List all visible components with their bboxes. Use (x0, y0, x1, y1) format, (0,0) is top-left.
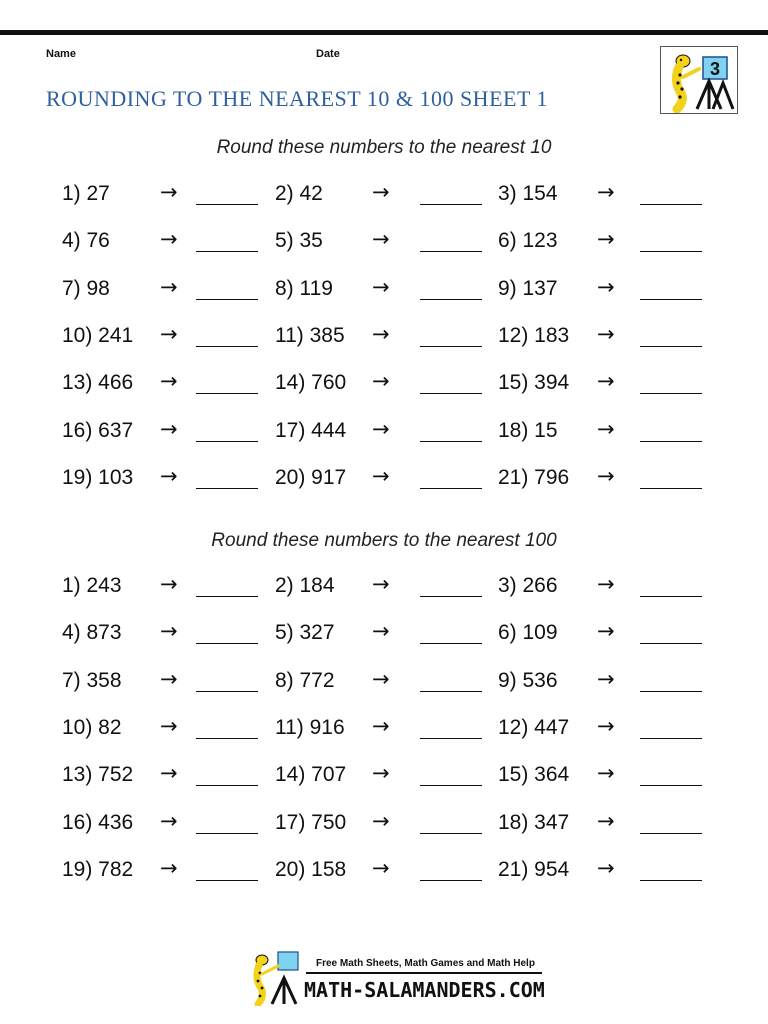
answer-blank[interactable] (640, 880, 702, 881)
problem-number: 14) 760 (275, 371, 347, 395)
problem-number: 9) 137 (498, 276, 558, 300)
answer-blank[interactable] (420, 251, 482, 252)
problem-number: 5) 327 (275, 621, 335, 645)
answer-blank[interactable] (420, 880, 482, 881)
answer-blank[interactable] (196, 738, 258, 739)
salamander-logo (660, 46, 738, 114)
problem-number: 18) 347 (498, 810, 570, 834)
problem-row (0, 274, 768, 311)
answer-blank[interactable] (196, 346, 258, 347)
footer (248, 948, 548, 1008)
answer-blank[interactable] (640, 441, 702, 442)
answer-blank[interactable] (196, 643, 258, 644)
problem-row (0, 621, 768, 655)
problem-number: 1) 27 (62, 182, 110, 205)
answer-blank[interactable] (420, 393, 482, 394)
problem-row (0, 855, 768, 892)
answer-blank[interactable] (420, 691, 482, 692)
answer-blank[interactable] (420, 204, 482, 205)
answer-blank[interactable] (420, 596, 482, 597)
problem-number: 8) 119 (275, 276, 333, 300)
answer-blank[interactable] (420, 488, 482, 489)
answer-blank[interactable] (640, 488, 702, 489)
problem-number: 3) 266 (498, 574, 558, 597)
problem-number: 10) 82 (62, 715, 122, 739)
salamander-logo-icon (661, 47, 737, 113)
arrow-icon: → (160, 321, 178, 346)
answer-blank[interactable] (196, 691, 258, 692)
arrow-icon: → (372, 274, 390, 299)
problem-row (0, 416, 768, 453)
footer-salamander-icon (248, 948, 304, 1006)
arrow-icon: → (597, 463, 615, 488)
arrow-icon: → (372, 227, 390, 252)
problem-number: 10) 241 (62, 323, 134, 347)
problem-number: 9) 536 (498, 668, 558, 692)
arrow-icon: → (372, 369, 390, 394)
arrow-icon: → (597, 321, 615, 346)
problem-number: 2) 184 (275, 574, 335, 597)
arrow-icon: → (160, 666, 178, 691)
arrow-icon: → (597, 855, 615, 880)
answer-blank[interactable] (640, 204, 702, 205)
page-title: ROUNDING TO THE NEAREST 10 & 100 SHEET 1 (46, 86, 548, 111)
section-1-instruction: Round these numbers to the nearest 10 (216, 137, 552, 158)
answer-blank[interactable] (640, 643, 702, 644)
problem-number: 7) 98 (62, 276, 110, 300)
arrow-icon: → (160, 713, 178, 738)
answer-blank[interactable] (640, 346, 702, 347)
problem-number: 11) 385 (275, 323, 345, 347)
arrow-icon: → (372, 855, 390, 880)
problem-row (0, 574, 768, 608)
arrow-icon: → (597, 713, 615, 738)
problem-number: 16) 436 (62, 810, 134, 834)
answer-blank[interactable] (420, 785, 482, 786)
answer-blank[interactable] (640, 738, 702, 739)
arrow-icon: → (160, 180, 178, 204)
problem-number: 5) 35 (275, 229, 323, 253)
problem-number: 6) 109 (498, 621, 558, 645)
arrow-icon: → (597, 619, 615, 644)
problem-row (0, 229, 768, 263)
answer-blank[interactable] (420, 643, 482, 644)
answer-blank[interactable] (640, 691, 702, 692)
answer-blank[interactable] (640, 299, 702, 300)
grade-badge: 3 (709, 59, 721, 79)
problem-number: 4) 76 (62, 229, 110, 253)
section-2-instruction: Round these numbers to the nearest 100 (211, 530, 557, 551)
answer-blank[interactable] (420, 441, 482, 442)
name-label: Name (46, 48, 76, 60)
problem-number: 18) 15 (498, 418, 558, 442)
problem-row (0, 371, 768, 405)
answer-blank[interactable] (420, 738, 482, 739)
problem-number: 1) 243 (62, 574, 122, 597)
arrow-icon: → (160, 416, 178, 441)
arrow-icon: → (160, 369, 178, 394)
problem-number: 11) 916 (275, 715, 345, 739)
answer-blank[interactable] (420, 346, 482, 347)
problem-number: 6) 123 (498, 229, 558, 253)
problem-number: 21) 796 (498, 465, 570, 489)
arrow-icon: → (372, 666, 390, 691)
problem-number: 15) 364 (498, 763, 570, 787)
arrow-icon: → (160, 463, 178, 488)
arrow-icon: → (372, 572, 390, 596)
answer-blank[interactable] (640, 833, 702, 834)
arrow-icon: → (160, 808, 178, 833)
arrow-icon: → (372, 416, 390, 441)
problem-number: 7) 358 (62, 668, 122, 692)
arrow-icon: → (597, 761, 615, 786)
arrow-icon: → (372, 463, 390, 488)
date-label: Date (316, 48, 340, 60)
answer-blank[interactable] (640, 785, 702, 786)
arrow-icon: → (372, 713, 390, 738)
arrow-icon: → (160, 227, 178, 252)
answer-blank[interactable] (196, 251, 258, 252)
problem-number: 14) 707 (275, 763, 347, 787)
arrow-icon: → (597, 227, 615, 252)
problem-number: 12) 183 (498, 323, 570, 347)
problem-number: 8) 772 (275, 668, 335, 692)
problem-number: 20) 158 (275, 857, 347, 881)
problem-row (0, 808, 768, 845)
arrow-icon: → (160, 619, 178, 644)
answer-blank[interactable] (196, 441, 258, 442)
arrow-icon: → (372, 619, 390, 644)
arrow-icon: → (597, 274, 615, 299)
arrow-icon: → (372, 808, 390, 833)
problem-row (0, 463, 768, 500)
problem-number: 13) 466 (62, 371, 134, 395)
problem-row (0, 321, 768, 358)
arrow-icon: → (372, 180, 390, 204)
footer-brand: MATH-SALAMANDERS.COM (304, 978, 545, 1002)
problem-row (0, 182, 768, 216)
answer-blank[interactable] (640, 393, 702, 394)
problem-number: 19) 782 (62, 857, 134, 881)
arrow-icon: → (160, 761, 178, 786)
answer-blank[interactable] (420, 833, 482, 834)
problem-number: 12) 447 (498, 715, 570, 739)
answer-blank[interactable] (640, 251, 702, 252)
footer-tagline: Free Math Sheets, Math Games and Math Help (316, 958, 535, 969)
answer-blank[interactable] (196, 596, 258, 597)
problem-number: 16) 637 (62, 418, 134, 442)
arrow-icon: → (597, 808, 615, 833)
arrow-icon: → (597, 369, 615, 394)
answer-blank[interactable] (640, 596, 702, 597)
problem-row (0, 666, 768, 703)
problem-number: 19) 103 (62, 465, 134, 489)
arrow-icon: → (597, 572, 615, 596)
footer-rule (306, 972, 542, 974)
answer-blank[interactable] (196, 204, 258, 205)
arrow-icon: → (160, 572, 178, 596)
arrow-icon: → (372, 321, 390, 346)
answer-blank[interactable] (196, 785, 258, 786)
problem-number: 20) 917 (275, 465, 347, 489)
arrow-icon: → (160, 274, 178, 299)
answer-blank[interactable] (420, 299, 482, 300)
problem-number: 17) 444 (275, 418, 347, 442)
problem-row (0, 763, 768, 797)
problem-row (0, 713, 768, 750)
answer-blank[interactable] (196, 299, 258, 300)
answer-blank[interactable] (196, 488, 258, 489)
problem-number: 21) 954 (498, 857, 570, 881)
arrow-icon: → (372, 761, 390, 786)
problem-number: 3) 154 (498, 182, 558, 205)
arrow-icon: → (597, 416, 615, 441)
problem-number: 17) 750 (275, 810, 347, 834)
problem-number: 15) 394 (498, 371, 570, 395)
answer-blank[interactable] (196, 393, 258, 394)
arrow-icon: → (160, 855, 178, 880)
answer-blank[interactable] (196, 880, 258, 881)
arrow-icon: → (597, 180, 615, 204)
problem-number: 4) 873 (62, 621, 122, 645)
answer-blank[interactable] (196, 833, 258, 834)
arrow-icon: → (597, 666, 615, 691)
problem-number: 2) 42 (275, 182, 323, 205)
problem-number: 13) 752 (62, 763, 134, 787)
top-rule (0, 30, 768, 35)
